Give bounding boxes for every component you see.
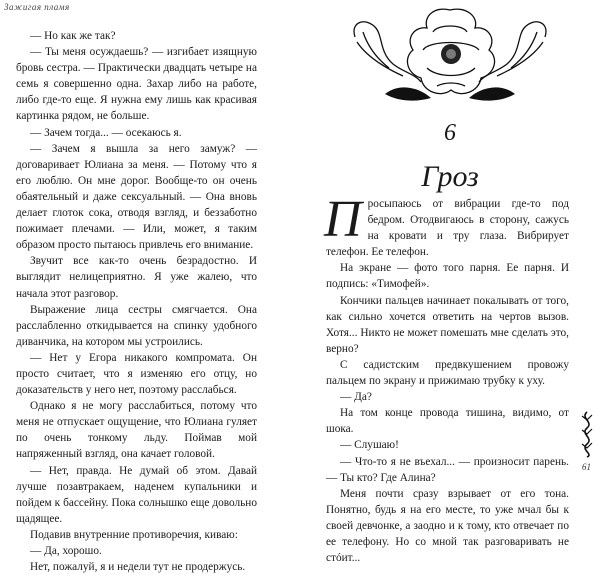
- right-page-text: [324, 191, 569, 566]
- paragraph: Звучит все как-то очень безрадостно. И выглядит нелицеприятно. Я уже жалею, что начала этот разговор.: [16, 255, 257, 300]
- paragraph: Меня почти сразу взрывает от его тона. Понятно, будь я на его месте, то уже мчал бы к своей девчонке, а заодно и к тому, кто отвечает по ее телефону. Но со мной так разговаривать не стóит...: [326, 487, 569, 565]
- right-page: [300, 0, 600, 565]
- paragraph: Выражение лица сестры смягчается. Она расслабленно откидывается на спинку удобного диванчика, на котором мы устроились.: [16, 303, 257, 348]
- paragraph: — Зачем я вышла за него замуж? — договаривает Юлиана за меня. — Потому что я его люблю. Он мне дорог. Вообще-то он очень обаятельный и даже сексуальный. — Она вновь делает глоток сока, отводя взгляд, и беззаботно пожимает плечами. — Или, может, я таким образом просто пытаюсь привлечь его внимание.: [16, 142, 257, 252]
- drop-cap: П: [324, 191, 362, 248]
- chapter-number: 6: [444, 120, 456, 146]
- chapter-title: Гроз: [421, 160, 479, 193]
- paragraph: Кончики пальцев начинает покалывать от того, как сильно хочется ответить на чертов вызов. Хотя... Никто не может помешать мне сделать это, верно?: [326, 294, 569, 355]
- paragraph: С садистским предвкушением провожу пальцем по экрану и прижимаю трубку к уху.: [326, 358, 569, 388]
- paragraph: — Зачем тогда... — осекаюсь я.: [30, 126, 182, 139]
- paragraph: — Нет у Егора никакого компромата. Он просто считает, что я изменяю его отцу, но доказательств у него нет, поэтому расслабься.: [16, 351, 257, 397]
- first-paragraph: [324, 191, 569, 260]
- paragraph: — Да, хорошо.: [30, 545, 102, 557]
- left-page-text: [16, 28, 257, 575]
- paragraph: — Что-то я не въехал... — произносит парень. — Ты кто? Где Алина?: [326, 455, 569, 484]
- paragraph: Однако я не могу расслабиться, потому что меня не отпускает ощущение, что Юлиана гуляет по очень тонкому льду. Поймав мой напряженный взгляд, она качает головой.: [16, 400, 257, 461]
- paragraph: — Нет, правда. Не думай об этом. Давай лучше позавтракаем, наденем купальники и пойдем к бассейну. Пока солнышко еще довольно щадящее.: [16, 464, 257, 525]
- paragraph: Подавив внутренние противоречия, киваю:: [30, 528, 238, 541]
- paragraph: — Ты меня осуждаешь? — изгибает изящную бровь сестра. — Практически двадцать четыре на семь я совершенно одна. Захар либо на работе, либо где-то еще. Я нужна ему лишь как красивая картинка рядом, не больше.: [16, 46, 257, 123]
- first-paragraph-text: росыпаюсь от вибрации где-то под бедром. Отодвигаюсь в сторону, сажусь на кровати и тру глаза. Вибрирует телефон. Ее телефон.: [326, 198, 569, 259]
- vine-ornament-icon: [578, 410, 596, 458]
- left-page: [0, 0, 300, 574]
- paragraph: — Но как же так?: [30, 30, 116, 42]
- paragraph: На экране — фото того парня. Ее парня. И подпись: «Тимофей».: [326, 262, 569, 291]
- paragraph: Нет, пожалуй, я и недели тут не продержусь.: [30, 561, 246, 574]
- paragraph: — Слушаю!: [340, 439, 399, 452]
- running-head: Зажигая пламя: [4, 2, 70, 12]
- paragraph: На том конце провода тишина, видимо, от шока.: [326, 407, 569, 436]
- paragraph: — Да?: [340, 391, 372, 404]
- page-number: 61: [582, 462, 591, 472]
